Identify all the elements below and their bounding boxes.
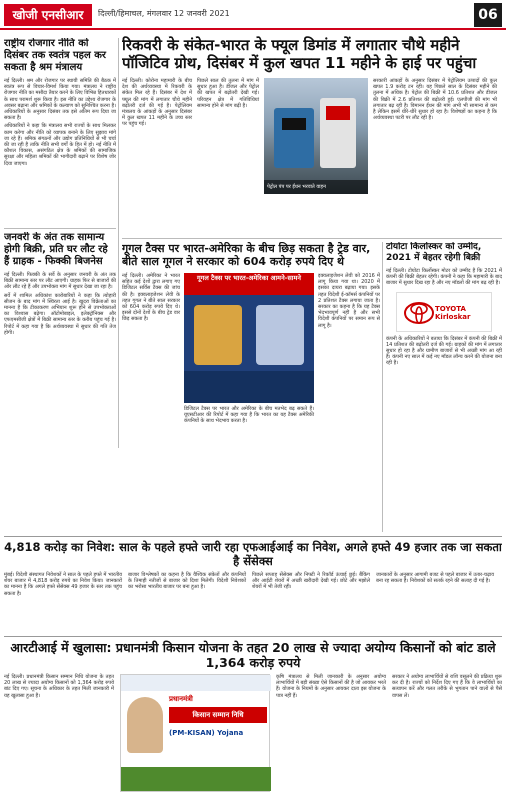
left-story-body: नई दिल्ली। श्रम और रोजगार पर स्थायी समिति की बैठक में स्वतंत्र रूप से विचार-विमर्श किया गया। मंत्रालय ने राष्ट्रीय रोजगार नीति का मसौदा तैयार करने के लिए विभिन्न हितधारकों के साथ परामर्श शुरू किया है। इस नीति का उद्देश्य रोजगार के अवसर बढ़ाना और श्रमिकों के कल्याण को सुनिश्चित करना है। अधिकारियों के अनुसार दिसंबर तक इसे अंतिम रूप दिया जा सकता है।: [4, 78, 116, 122]
fii-story-body-col3: पिछले सप्ताह सेंसेक्स और निफ्टी ने रिकॉर्ड ऊंचाई छुई। बैंकिंग और आईटी शेयरों में अच्छी खरीदारी देखी गई। छोटे और मझोले शेयरों में भी तेजी रही।: [252, 572, 370, 591]
google-story-body-col3: इक्वलाइजेशन लेवी को 2016 में लागू किया गया था। 2020 में इसका दायरा बढ़ाया गया। इसके तहत विदेशी ई-कॉमर्स कंपनियों पर 2 प्रतिशत टैक्स लगाया जाता है। सरकार का कहना है कि यह टैक्स भेदभावपूर्ण नहीं है और सभी विदेशी कंपनियों पर समान रूप से लागू है।: [318, 273, 380, 329]
rti-story-body-col3: सरकार ने अयोग्य लाभार्थियों से राशि वसूलने की प्रक्रिया शुरू कर दी है। राज्यों को निर्देश दिए गए हैं कि वे लाभार्थियों का सत्यापन करें और गलत तरीके से भुगतान पाने वालों से पैसे वापस लें।: [392, 674, 502, 699]
toyota-logo-text: TOYOTA Kirloskar: [435, 304, 471, 321]
toyota-story-body: नई दिल्ली। टोयोटा किर्लोस्कर मोटर को उम्मीद है कि 2021 में कंपनी की बिक्री बेहतर रहेगी। कंपनी ने कहा कि महामारी के बाद बाजार में सुधार दिख रहा है और नए मॉडलों की मांग बढ़ रही है।: [386, 268, 502, 287]
edition-date: दिल्ली/हिमाचल, मंगलवार 12 जनवरी 2021: [98, 9, 230, 18]
rti-story-headline: आरटीआई में खुलासा: प्रधानमंत्री किसान योजना के तहत 20 लाख से ज्यादा अयोग्य किसानों को बांट डाले 1,364 करोड़ रुपये: [10, 640, 496, 670]
fii-story-headline: 4,818 करोड़ का निवेश: साल के पहले हफ्ते जारी रहा एफआईआई का निवेश, अगले हफ्ते 49 हजार तक जा सकता है सेंसेक्स: [4, 540, 502, 568]
main-story-headline: रिकवरी के संकेत-भारत के फ्यूल डिमांड में लगातार चौथे महीने पॉजिटिव ग्रोथ, दिसंबर में कुल खपत 11 महीने के हाई पर पहुंचा: [122, 36, 477, 72]
section-divider: [4, 536, 502, 537]
column-divider: [118, 38, 119, 448]
farmer-illustration: [127, 697, 163, 753]
main-story-body-col3: सरकारी आंकड़ों के अनुसार दिसंबर में पेट्रोलियम उत्पादों की कुल खपत 1.9 करोड़ टन रही। यह पिछले साल के दिसंबर महीने की तुलना में अधिक है। पेट्रोल की बिक्री में 10.6 प्रतिशत और डीजल की बिक्री में 2.6 प्रतिशत की बढ़ोतरी हुई। एलपीजी की मांग भी लगातार बढ़ रही है। विमानन ईंधन की मांग अभी भी सामान्य से कम है लेकिन इसमें धीरे-धीरे सुधार हो रहा है। विशेषज्ञों का कहना है कि अर्थव्यवस्था पटरी पर लौट रही है।: [373, 78, 497, 122]
second-left-story: [4, 232, 116, 532]
second-left-headline: जनवरी के अंत तक सामान्य होगी बिक्री, प्रति घर लौट रहे हैं ग्राहक - फिक्की बिजनेस: [4, 232, 108, 267]
left-story-headline: राष्ट्रीय रोजगार नीति को दिसंबर तक स्वतंत्र पहल कर सकता है श्रम मंत्रालय: [4, 38, 106, 73]
section-divider: [4, 636, 502, 637]
pm-kisan-banner: [120, 674, 270, 792]
google-story-body: नई दिल्ली। अमेरिका ने भारत सहित कई देशों द्वारा लगाए गए डिजिटल सर्विस टैक्स की जांच की है। इक्वलाइजेशन लेवी के तहत गूगल ने बीते साल सरकार को 604 करोड़ रुपये दिए थे। इससे दोनों देशों के बीच ट्रेड वार छिड़ सकता है।: [122, 273, 180, 323]
fuel-pump-photo: [264, 78, 368, 194]
main-story: [122, 36, 502, 236]
newspaper-logo: खोजी एनसीआर: [4, 4, 92, 26]
google-tax-graphic: [184, 273, 314, 403]
main-story-body: नई दिल्ली। कोरोना महामारी के बीच देश की अर्थव्यवस्था में रिकवरी के संकेत मिल रहे हैं। दिसंबर में देश में फ्यूल की मांग में लगातार चौथे महीने बढ़ोतरी दर्ज की गई है। पेट्रोलियम मंत्रालय के आंकड़ों के अनुसार दिसंबर में कुल खपत 11 महीने के उच्च स्तर पर पहुंच गई।: [122, 78, 192, 128]
banner-line3: (PM-KISAN) Yojana: [169, 729, 244, 737]
left-story-filler: अधिकारियों ने कहा कि मंत्रालय सभी राज्यों के साथ मिलकर काम करेगा और नीति को व्यापक बनाने के लिए सुझाव मांगे जा रहे हैं। श्रमिक संगठनों और उद्योग प्रतिनिधियों से भी चर्चा की जा रही है ताकि नीति सभी वर्गों के हित में हो। नई नीति में कौशल विकास, असंगठित क्षेत्र के श्रमिकों की सामाजिक सुरक्षा और महिला श्रमिकों की भागीदारी बढ़ाने पर विशेष जोर दिया जाएगा।: [4, 123, 116, 167]
toyota-story-body-col2: कंपनी के अधिकारियों ने बताया कि दिसंबर में कंपनी की बिक्री में 14 प्रतिशत की बढ़ोतरी दर्ज की गई। ग्राहकों की मांग में लगातार सुधार हो रहा है और ग्रामीण बाजारों से भी अच्छी मांग आ रही है। कंपनी नए साल में कई नए मॉडल लॉन्च करने की योजना बना रही है।: [386, 335, 502, 367]
column-divider: [382, 242, 383, 532]
toyota-story: [386, 242, 502, 532]
google-story: [122, 242, 380, 532]
second-left-body: नई दिल्ली। फिक्की के सर्वे के अनुसार जनवरी के अंत तक बिक्री सामान्य स्तर पर लौट आएगी। ग्राहक फिर से बाजारों की ओर लौट रहे हैं और उपभोक्ता मांग में सुधार देखा जा रहा है।: [4, 272, 116, 291]
second-left-filler: सर्वे में शामिल अधिकांश कारोबारियों ने कहा कि त्योहारी सीजन के बाद मांग में स्थिरता आई है। खुदरा विक्रेताओं का मानना है कि टीकाकरण अभियान शुरू होने से उपभोक्ताओं का विश्वास बढ़ेगा। ऑटोमोबाइल, इलेक्ट्रॉनिक्स और एफएमसीजी क्षेत्रों में बिक्री सामान्य स्तर के करीब पहुंच गई है। रिपोर्ट में कहा गया है कि अर्थव्यवस्था में सुधार की गति तेज होगी।: [4, 292, 116, 336]
fii-story-body: मुंबई। विदेशी संस्थागत निवेशकों ने साल के पहले हफ्ते में भारतीय शेयर बाजार में 4,818 करोड़ रुपये का निवेश किया। जानकारों का मानना है कि अगले हफ्ते सेंसेक्स 49 हजार के स्तर तक पहुंच सकता है।: [4, 572, 122, 597]
left-story: [4, 38, 116, 226]
fii-story-body-col4: जानकारों के अनुसार आगामी बजट से पहले बाजार में उतार-चढ़ाव बना रह सकता है। निवेशकों को सतर्क रहने की सलाह दी गई है।: [376, 572, 494, 585]
toyota-logo: [396, 292, 492, 332]
section-divider: [4, 228, 116, 229]
google-story-body-col2: डिजिटल टैक्स पर भारत और अमेरिका के बीच मतभेद बढ़ सकते हैं। यूएसटीआर की रिपोर्ट में कहा गया है कि भारत का यह टैक्स अमेरिकी कंपनियों के साथ भेदभाव करता है।: [184, 406, 314, 425]
graphic-title: गूगल टैक्स पर भारत-अमेरिका आमने-सामने: [184, 273, 314, 295]
fii-story-body-col2: बाजार विश्लेषकों का कहना है कि वैश्विक संकेतों और कंपनियों के तिमाही नतीजों से बाजार को दिशा मिलेगी। विदेशी निवेशकों का भरोसा भारतीय बाजार पर बना हुआ है।: [128, 572, 246, 591]
rti-story-body: नई दिल्ली। प्रधानमंत्री किसान सम्मान निधि योजना के तहत 20 लाख से ज्यादा अयोग्य किसानों को 1,364 करोड़ रुपये बांट दिए गए। सूचना के अधिकार के तहत मिली जानकारी में यह खुलासा हुआ है।: [4, 674, 114, 699]
banner-line2: किसान सम्मान निधि: [169, 707, 267, 723]
banner-line1: प्रधानमंत्री: [169, 695, 193, 703]
fii-story: [4, 540, 502, 634]
masthead: [0, 0, 506, 30]
google-story-headline: गूगल टैक्स पर भारत-अमेरिका के बीच छिड़ सकता है ट्रेड वार, बीते साल गूगल ने सरकार को 604 करोड़ रुपये दिए थे: [122, 242, 371, 268]
photo-caption: पेट्रोल पंप पर ईंधन भरवाते वाहन: [264, 180, 368, 194]
toyota-story-headline: टोयोटा किर्लोस्कर को उम्मीद, 2021 में बेहतर रहेगी बिक्री: [386, 242, 482, 263]
section-divider: [122, 238, 502, 239]
flag-india-icon: [194, 305, 242, 365]
main-story-body-col2: पिछले साल की तुलना में मांग में सुधार हुआ है। डीजल और पेट्रोल की खपत में बढ़ोतरी देखी गई। परिवहन क्षेत्र में गतिविधियां सामान्य होने से मांग बढ़ी है।: [197, 78, 259, 109]
rti-story-body-col2: कृषि मंत्रालय से मिली जानकारी के अनुसार अयोग्य लाभार्थियों में बड़ी संख्या ऐसे किसानों की है जो आयकर भरते हैं। योजना के नियमों के अनुसार आयकर दाता इस योजना के पात्र नहीं हैं।: [276, 674, 386, 699]
rti-story: [4, 640, 502, 798]
page-number: 06: [474, 3, 502, 27]
flag-usa-icon: [256, 305, 304, 365]
